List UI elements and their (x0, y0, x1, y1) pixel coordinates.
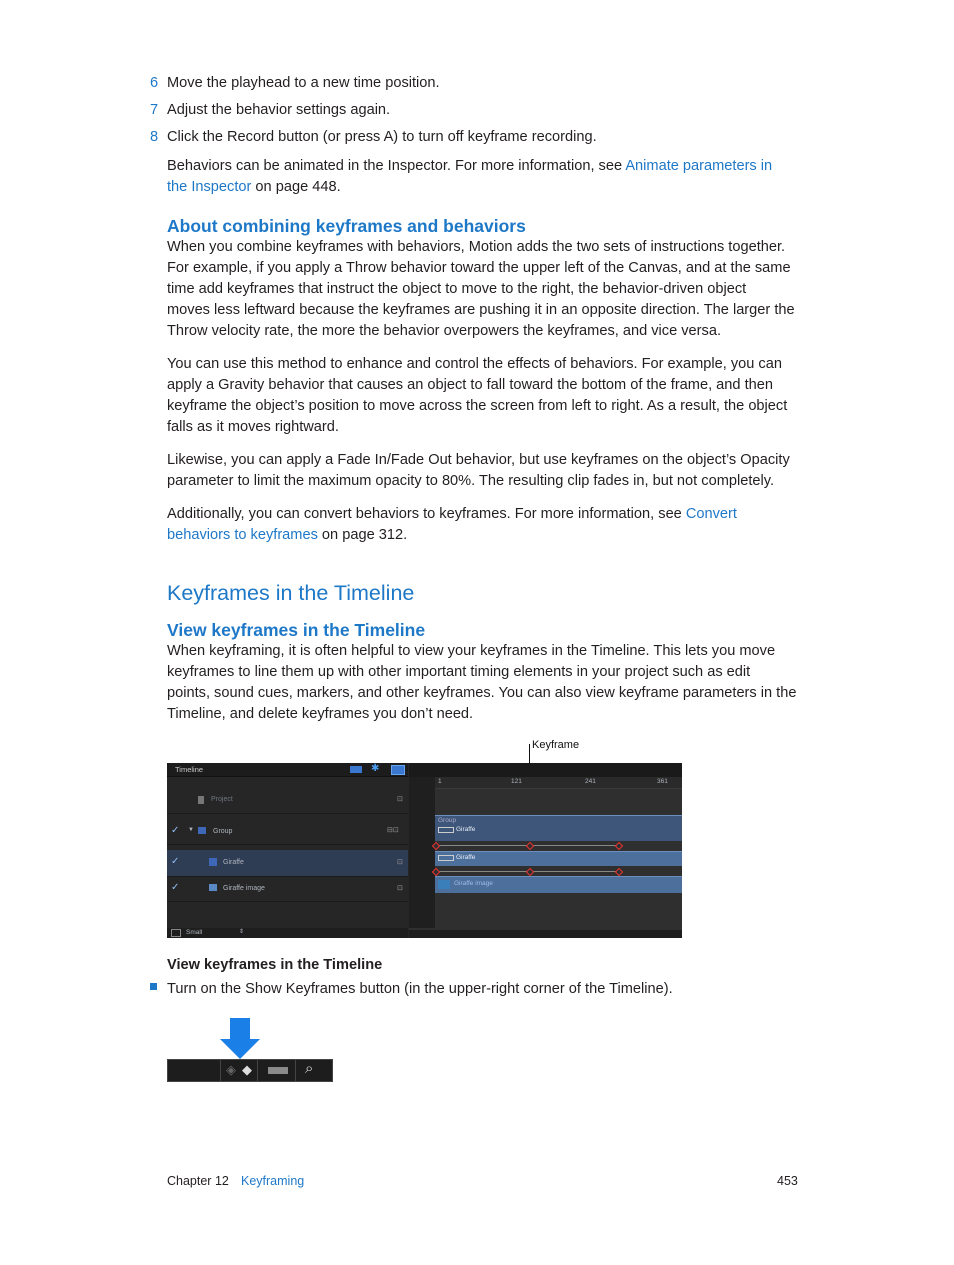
keyframe-marker[interactable] (615, 842, 623, 850)
timeline-toolbar (167, 1059, 333, 1082)
bar-label: Giraffe (456, 826, 476, 833)
group-icon (198, 827, 206, 834)
toolbar-divider (220, 1060, 221, 1081)
text-line: Likewise, you can apply a Fade In/Fade Out behavior, but use keyframes on the object’s Opacity (167, 452, 790, 468)
view-paragraph (167, 641, 807, 725)
section-heading: About combining keyframes and behaviors (167, 216, 526, 236)
bullet-marker (150, 983, 157, 990)
giraffe-bar[interactable] (435, 851, 682, 866)
top-strip (409, 763, 682, 777)
document-icon (198, 796, 204, 804)
step-number: 6 (150, 75, 159, 91)
image-icon (209, 884, 217, 891)
group-bar[interactable] (435, 815, 682, 841)
bar-label: Group (438, 817, 457, 824)
text-line: You can use this method to enhance and control the effects of behaviors. For example, you can (167, 356, 782, 372)
timeline-track-area[interactable] (409, 763, 682, 938)
checkbox-icon[interactable]: ✓ (171, 882, 180, 893)
clip-icon (438, 827, 454, 833)
combining-paragraph-2 (167, 354, 807, 438)
paragraph-text: Additionally, you can convert behaviors to keyframes. For more information, see (167, 506, 686, 522)
ruler-tick-label: 241 (585, 778, 596, 785)
gear-icon[interactable]: ✱ (371, 763, 380, 774)
link-inspector[interactable]: the Inspector (167, 179, 252, 195)
link-animate-parameters[interactable]: Animate parameters in (625, 158, 773, 174)
combining-paragraph-1 (167, 237, 807, 342)
ruler-tick-label: 361 (657, 778, 668, 785)
text-line: points, sound cues, markers, and other keyframes. You can also view keyframe parameters in the (167, 685, 797, 701)
layer-row-group[interactable] (167, 818, 408, 845)
inspector-paragraph (167, 156, 797, 198)
checkbox-icon[interactable]: ✓ (171, 856, 180, 867)
lock-icon[interactable]: ⊡ (397, 885, 403, 892)
layer-row-giraffe[interactable] (167, 850, 408, 877)
zoom-icon[interactable]: ⌕ (305, 1060, 314, 1077)
checkbox-icon[interactable]: ✓ (171, 825, 180, 836)
size-icon (171, 929, 181, 937)
image-thumbnail-icon (438, 880, 450, 889)
text-line: For example, if you apply a Throw behavior toward the upper left of the Canvas, and at the same (167, 260, 791, 276)
ruler-tick-label: 1 (438, 778, 442, 785)
view-icon[interactable] (350, 766, 362, 773)
timeline-ruler[interactable] (435, 777, 682, 789)
text-line: parameter to limit the maximum opacity to 80%. The resulting clip fades in, but not completely. (167, 473, 775, 489)
arrow-head-icon (220, 1039, 260, 1059)
callout-label: Keyframe (532, 739, 580, 751)
ruler-tick-label: 121 (511, 778, 522, 785)
timeline-header (167, 763, 408, 777)
timeline-title: Timeline (175, 765, 204, 774)
step-text: Move the playhead to a new time position. (167, 75, 440, 91)
text-line: When keyframing, it is often helpful to view your keyframes in the Timeline. This lets you move (167, 643, 776, 659)
stepper-icon[interactable]: ⇕ (239, 929, 245, 935)
snap-icon[interactable] (268, 1067, 288, 1074)
footer-chapter-link[interactable]: Keyframing (241, 1174, 305, 1188)
step-number: 7 (150, 102, 159, 118)
paragraph-text: Behaviors can be animated in the Inspector. For more information, see (167, 158, 626, 174)
disclosure-triangle-icon[interactable]: ▼ (188, 827, 194, 833)
bar-label: Giraffe image (454, 880, 493, 887)
toolbar-divider (295, 1060, 296, 1081)
text-line: keyframe the object’s position to move across the screen from left to right. As a result, the object (167, 398, 788, 414)
keyframe-marker[interactable] (526, 842, 534, 850)
paragraph-text: on page 448. (251, 179, 341, 195)
layer-name: Giraffe image (223, 885, 265, 892)
giraffe-image-bar[interactable] (435, 876, 682, 893)
step-number: 8 (150, 129, 159, 145)
text-line: When you combine keyframes with behaviors, Motion adds the two sets of instructions together. (167, 239, 786, 255)
bullet-text: Turn on the Show Keyframes button (in the upper-right corner of the Timeline). (167, 981, 673, 997)
section-heading: View keyframes in the Timeline (167, 620, 426, 640)
clip-icon (438, 855, 454, 861)
keyframe-marker[interactable] (526, 868, 534, 876)
text-line: Throw velocity rate, the more the behavior overpowers the keyframes, and vice versa. (167, 323, 721, 339)
timeline-scrollbar[interactable] (409, 930, 682, 938)
keyframe-diamond-icon[interactable]: ◈ (226, 1062, 236, 1077)
text-line: falls as it moves rightward. (167, 419, 339, 435)
layer-name: Group (213, 828, 233, 835)
footer-chapter: Chapter 12 (167, 1174, 229, 1188)
keyframe-marker[interactable] (615, 868, 623, 876)
layer-row-giraffe-image[interactable] (167, 876, 408, 902)
text-line: moves less leftward because the keyframes are pushing it in an opposite direction. The larger the (167, 302, 795, 318)
show-keyframes-icon[interactable]: ◆ (242, 1062, 252, 1077)
step-text: Click the Record button (or press A) to turn off keyframe recording. (167, 129, 597, 145)
paragraph-text: on page 312. (317, 527, 408, 543)
lock-icon[interactable]: ⊟⊡ (387, 827, 399, 834)
bar-label: Giraffe (456, 854, 476, 861)
text-line: keyframes to line them up with other important timing elements in your project such as edit (167, 664, 751, 680)
link-behaviors-to-keyframes[interactable]: behaviors to keyframes (167, 527, 318, 543)
text-line: time add keyframes that instruct the object to move to the right, the behavior-driven object (167, 281, 747, 297)
lock-icon[interactable]: ⊡ (397, 859, 403, 866)
toolbar-divider (257, 1060, 258, 1081)
layer-icon (209, 858, 217, 866)
layer-name: Giraffe (223, 859, 244, 866)
combining-paragraph-3 (167, 450, 807, 492)
text-line: Timeline, and delete keyframes you don’t need. (167, 706, 474, 722)
timeline-footer (167, 928, 408, 938)
link-convert[interactable]: Convert (685, 506, 737, 522)
layers-icon[interactable] (391, 765, 405, 775)
page-number: 453 (777, 1174, 798, 1188)
combining-paragraph-4 (167, 504, 807, 546)
left-gutter (409, 777, 435, 928)
layer-row-project[interactable] (167, 787, 408, 814)
chapter-heading: Keyframes in the Timeline (167, 581, 415, 605)
step-text: Adjust the behavior settings again. (167, 102, 391, 118)
timeline-screenshot (167, 763, 682, 938)
arrow-icon (230, 1018, 250, 1040)
size-label: Small (186, 929, 203, 936)
task-heading: View keyframes in the Timeline (167, 957, 383, 973)
layer-name: Project (211, 796, 233, 803)
text-line: apply a Gravity behavior that causes an object to fall toward the bottom of the frame, and then (167, 377, 773, 393)
lock-icon[interactable]: ⊡ (397, 796, 403, 803)
